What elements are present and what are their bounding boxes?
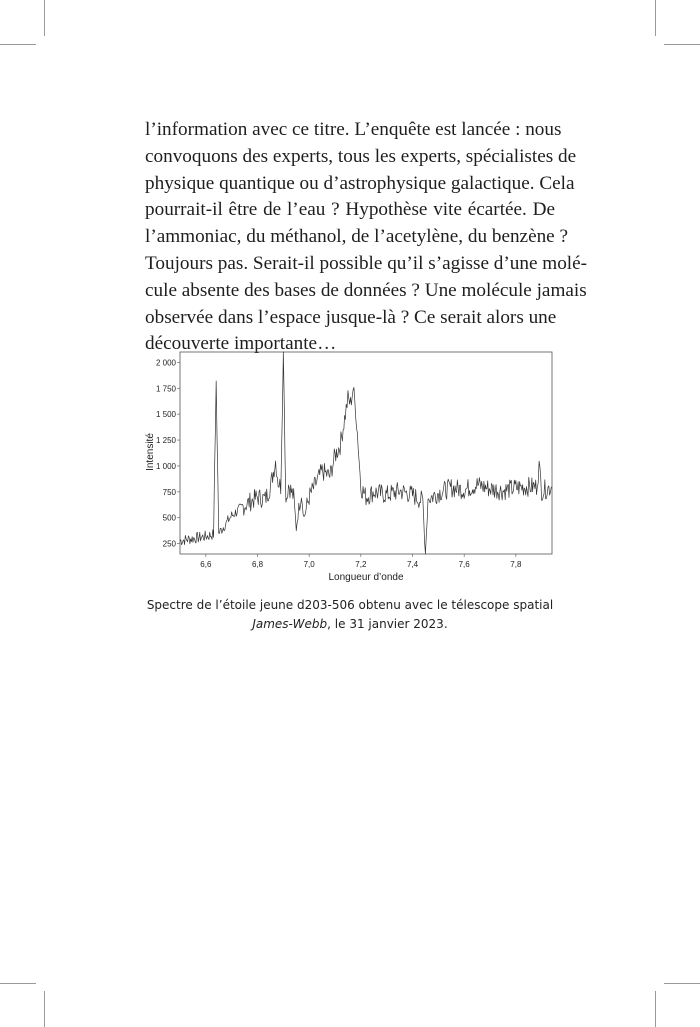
caption-telescope-name: James-Webb <box>252 617 328 631</box>
plot-area <box>180 352 552 554</box>
crop-mark-top-left-h <box>0 44 36 45</box>
caption-date: , le 31 janvier 2023. <box>327 617 448 631</box>
paragraph-line: convoquons des experts, tous les experts, spécialistes de <box>145 145 577 167</box>
y-tick-label: 1 500 <box>155 410 176 420</box>
x-tick-label: 7,0 <box>303 560 315 569</box>
crop-mark-bottom-left <box>44 991 45 1027</box>
crop-mark-bottom-right <box>655 991 656 1027</box>
crop-mark-bottom-left-h <box>0 983 36 984</box>
caption-line-1: Spectre de l’étoile jeune d203-506 obtenu avec le télescope spatial <box>146 598 554 612</box>
y-tick-label: 500 <box>162 513 176 523</box>
x-tick-label: 7,6 <box>458 560 470 569</box>
plot-frame <box>180 352 552 554</box>
caption-line-2 <box>120 615 580 634</box>
y-tick-label: 1 750 <box>155 384 176 394</box>
x-tick-label: 6,8 <box>251 560 264 569</box>
y-axis-ticks <box>156 358 180 548</box>
paragraph-line: l’ammoniac, du méthanol, de l’acetylène, du benzène ? <box>145 226 569 248</box>
crop-mark-bottom-right-h <box>664 983 700 984</box>
y-axis-label: Intensité <box>145 433 156 471</box>
x-axis-label: Longueur d’onde <box>328 572 404 583</box>
y-tick-label: 2 000 <box>155 358 176 368</box>
y-tick-label: 1 000 <box>155 461 176 471</box>
y-tick-label: 1 250 <box>155 436 176 446</box>
paragraph-line: cule absente des bases de données ? Une molécule jamais <box>145 279 587 301</box>
crop-mark-top-right-h <box>664 44 700 45</box>
x-tick-label: 7,2 <box>355 560 367 569</box>
x-tick-label: 7,4 <box>406 560 419 569</box>
y-tick-label: 250 <box>162 539 176 549</box>
paragraph-line: l’information avec ce titre. L’enquête est lancée : nous <box>145 119 562 140</box>
body-paragraph <box>145 117 588 358</box>
paragraph-line: Toujours pas. Serait-il possible qu’il s’agisse d’une molé- <box>145 252 588 274</box>
x-axis-ticks <box>200 554 522 569</box>
paragraph-line: découverte importante… <box>145 333 337 355</box>
crop-mark-top-left <box>44 0 45 36</box>
y-tick-label: 750 <box>162 487 176 497</box>
crop-mark-top-right <box>655 0 656 36</box>
paragraph-line: physique quantique ou d’astrophysique galactique. Cela <box>145 172 575 194</box>
x-tick-label: 6,6 <box>200 560 212 569</box>
x-tick-label: 7,8 <box>510 560 522 569</box>
paragraph-line: observée dans l’espace jusque-là ? Ce serait alors une <box>145 306 557 328</box>
paragraph-line: pourrait-il être de l’eau ? Hypothèse vite écartée. De <box>145 199 555 221</box>
spectrum-chart <box>140 350 560 585</box>
spectrum-series-line <box>180 352 552 554</box>
figure-caption <box>120 596 580 634</box>
